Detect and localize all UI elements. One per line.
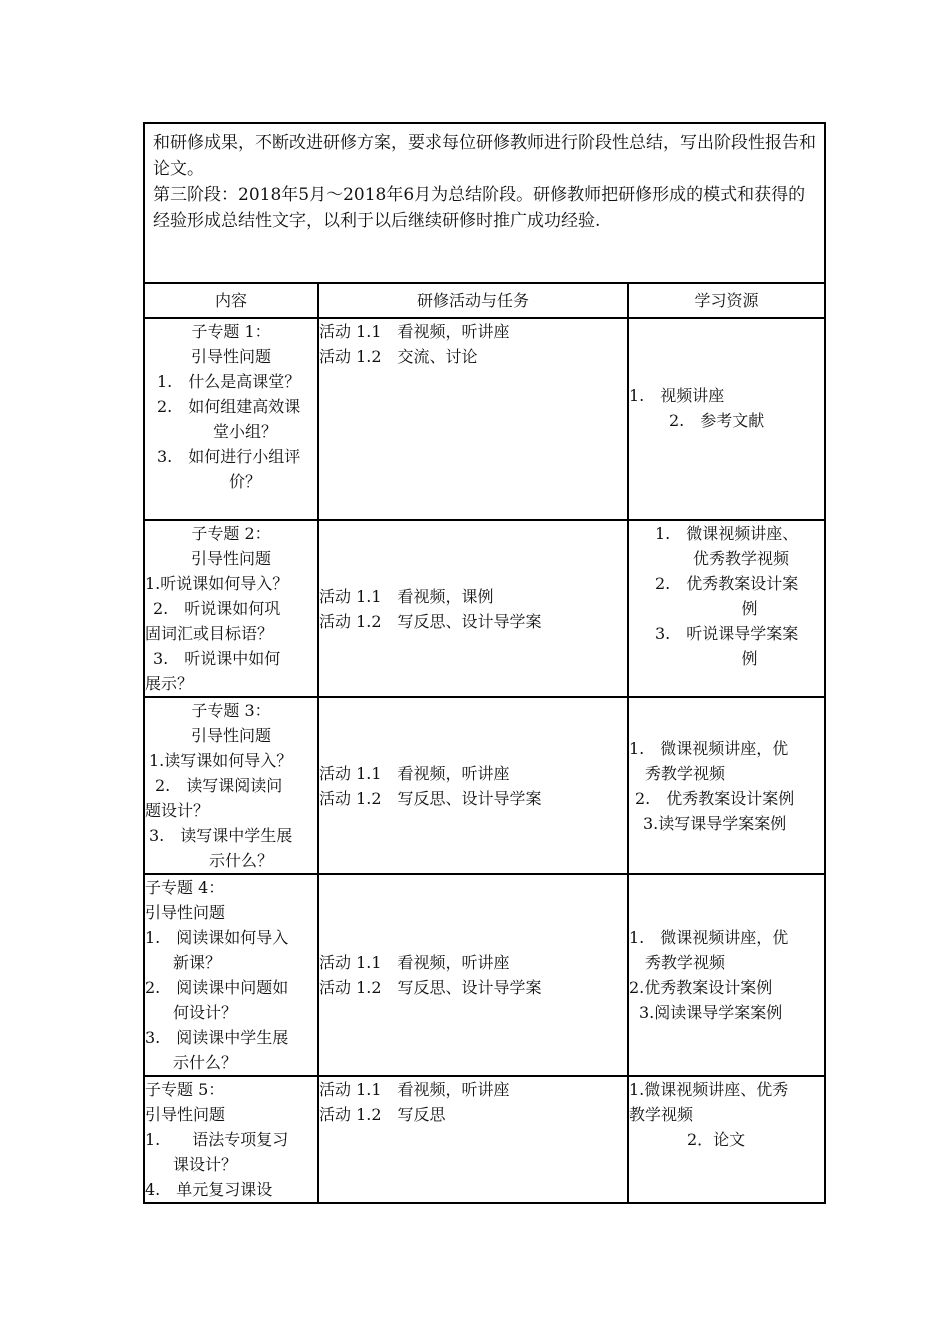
resource-line: 2.优秀教案设计案例 [629,978,773,997]
resource-line: 1.微课视频讲座、优秀 [629,1080,789,1099]
resource-line: 例 [741,599,758,618]
guide-label: 引导性问题 [145,903,226,922]
activity-line: 活动 1.2 写反思 [319,1105,446,1124]
content-cell [144,318,318,520]
question-line: 1.听说课如何导入？ [145,574,289,593]
intro-paragraph-1: 和研修成果，不断改进研修方案，要求每位研修教师进行阶段性总结，写出阶段性报告和论文。 [153,133,816,179]
question-line: 3. 读写课中学生展 [149,826,293,845]
header-activities: 研修活动与任务 [318,283,628,318]
resource-line: 1. 微课视频讲座、 [655,524,799,543]
table-row [144,874,825,1076]
question-line: 2. 读写课阅读问 [155,776,283,795]
resource-line: 2. 参考文献 [669,411,765,430]
resource-line: 3.读写课导学案案例 [643,813,787,833]
table-row [144,520,825,697]
resource-line: 秀教学视频 [645,953,726,972]
question-line: 1. 阅读课如何导入 [145,928,289,947]
question-line: 固词汇或目标语？ [145,624,274,643]
resources-cell [628,318,825,520]
content-cell [144,874,318,1076]
activities-cell [318,697,628,874]
guide-label: 引导性问题 [190,549,271,568]
subtopic-title: 子专题 1： [191,322,271,341]
resource-line: 3. 听说课导学案案 [655,624,799,643]
resources-cell [628,874,825,1076]
subtopic-title: 子专题 2： [191,524,271,543]
question-line: 3. 如何进行小组评 [157,447,301,466]
question-line: 2. 阅读课中问题如 [145,978,289,997]
resource-line: 1. 微课视频讲座，优 [629,738,789,758]
resource-line: 2. 优秀教案设计案 [655,574,799,593]
question-line: 3. 阅读课中学生展 [145,1028,289,1047]
content-cell [144,1076,318,1203]
question-line: 示什么？ [208,851,273,870]
content-cell [144,520,318,697]
guide-label: 引导性问题 [190,726,271,745]
question-line: 1. 语法专项复习 [145,1130,289,1149]
resource-line: 例 [741,649,758,668]
question-line: 示什么？ [173,1053,238,1072]
resource-line: 优秀教学视频 [693,549,790,568]
subtopic-title: 子专题 3： [191,701,271,720]
guide-label: 引导性问题 [145,1105,226,1124]
content-cell [144,697,318,874]
header-resources: 学习资源 [628,283,825,318]
question-line: 1. 什么是高课堂？ [157,372,301,391]
resource-line: 3.阅读课导学案案例 [639,1003,783,1022]
question-line: 1.读写课如何导入？ [149,751,293,770]
table-row [144,1076,825,1203]
question-line: 题设计？ [145,801,210,820]
intro-row [144,123,825,283]
question-line: 2. 如何组建高效课 [157,397,301,416]
intro-paragraph-2: 第三阶段：2018年5月～2018年6月为总结阶段。研修教师把研修形成的模式和获得的经验形成总结性文字，以利于以后继续研修时推广成功经验. [153,185,806,231]
question-line: 2. 听说课如何巩 [153,599,281,618]
intro-cell [144,123,825,283]
activity-line: 活动 1.2 写反思、设计导学案 [319,611,542,631]
activity-line: 活动 1.2 写反思、设计导学案 [319,788,542,808]
question-line: 4. 单元复习课设 [145,1180,273,1199]
resources-cell [628,520,825,697]
question-line: 3. 听说课中如何 [153,649,281,668]
resources-cell [628,1076,825,1203]
subtopic-title: 子专题 4： [145,878,225,897]
activities-cell [318,874,628,1076]
activities-cell [318,520,628,697]
activities-cell [318,1076,628,1203]
subtopic-title: 子专题 5： [145,1080,225,1099]
activity-line: 活动 1.2 交流、讨论 [319,347,478,366]
question-line: 展示？ [145,674,194,693]
header-content: 内容 [144,283,318,318]
activity-line: 活动 1.1 看视频，听讲座 [319,1080,510,1099]
resources-cell [628,697,825,874]
resource-line: 2．论文 [687,1130,746,1149]
resource-line: 秀教学视频 [645,763,726,783]
activity-line: 活动 1.2 写反思、设计导学案 [319,978,542,997]
activity-line: 活动 1.1 看视频，听讲座 [319,953,510,972]
resource-line: 2. 优秀教案设计案例 [635,788,795,808]
resource-line: 1. 视频讲座 [629,386,725,405]
guide-label: 引导性问题 [190,347,271,366]
header-row [144,283,825,318]
table-row [144,697,825,874]
training-plan-table [143,122,826,1204]
question-line: 新课？ [173,953,222,972]
activities-cell [318,318,628,520]
table-row [144,318,825,520]
question-line: 何设计？ [173,1003,238,1022]
activity-line: 活动 1.1 看视频，听讲座 [319,322,510,341]
question-line: 堂小组？ [212,422,277,441]
question-line: 课设计？ [173,1155,238,1174]
activity-line: 活动 1.1 看视频，课例 [319,586,494,606]
activity-line: 活动 1.1 看视频，听讲座 [319,763,510,783]
resource-line: 1. 微课视频讲座，优 [629,928,789,947]
resource-line: 教学视频 [629,1105,694,1124]
question-line: 价？ [228,472,261,491]
